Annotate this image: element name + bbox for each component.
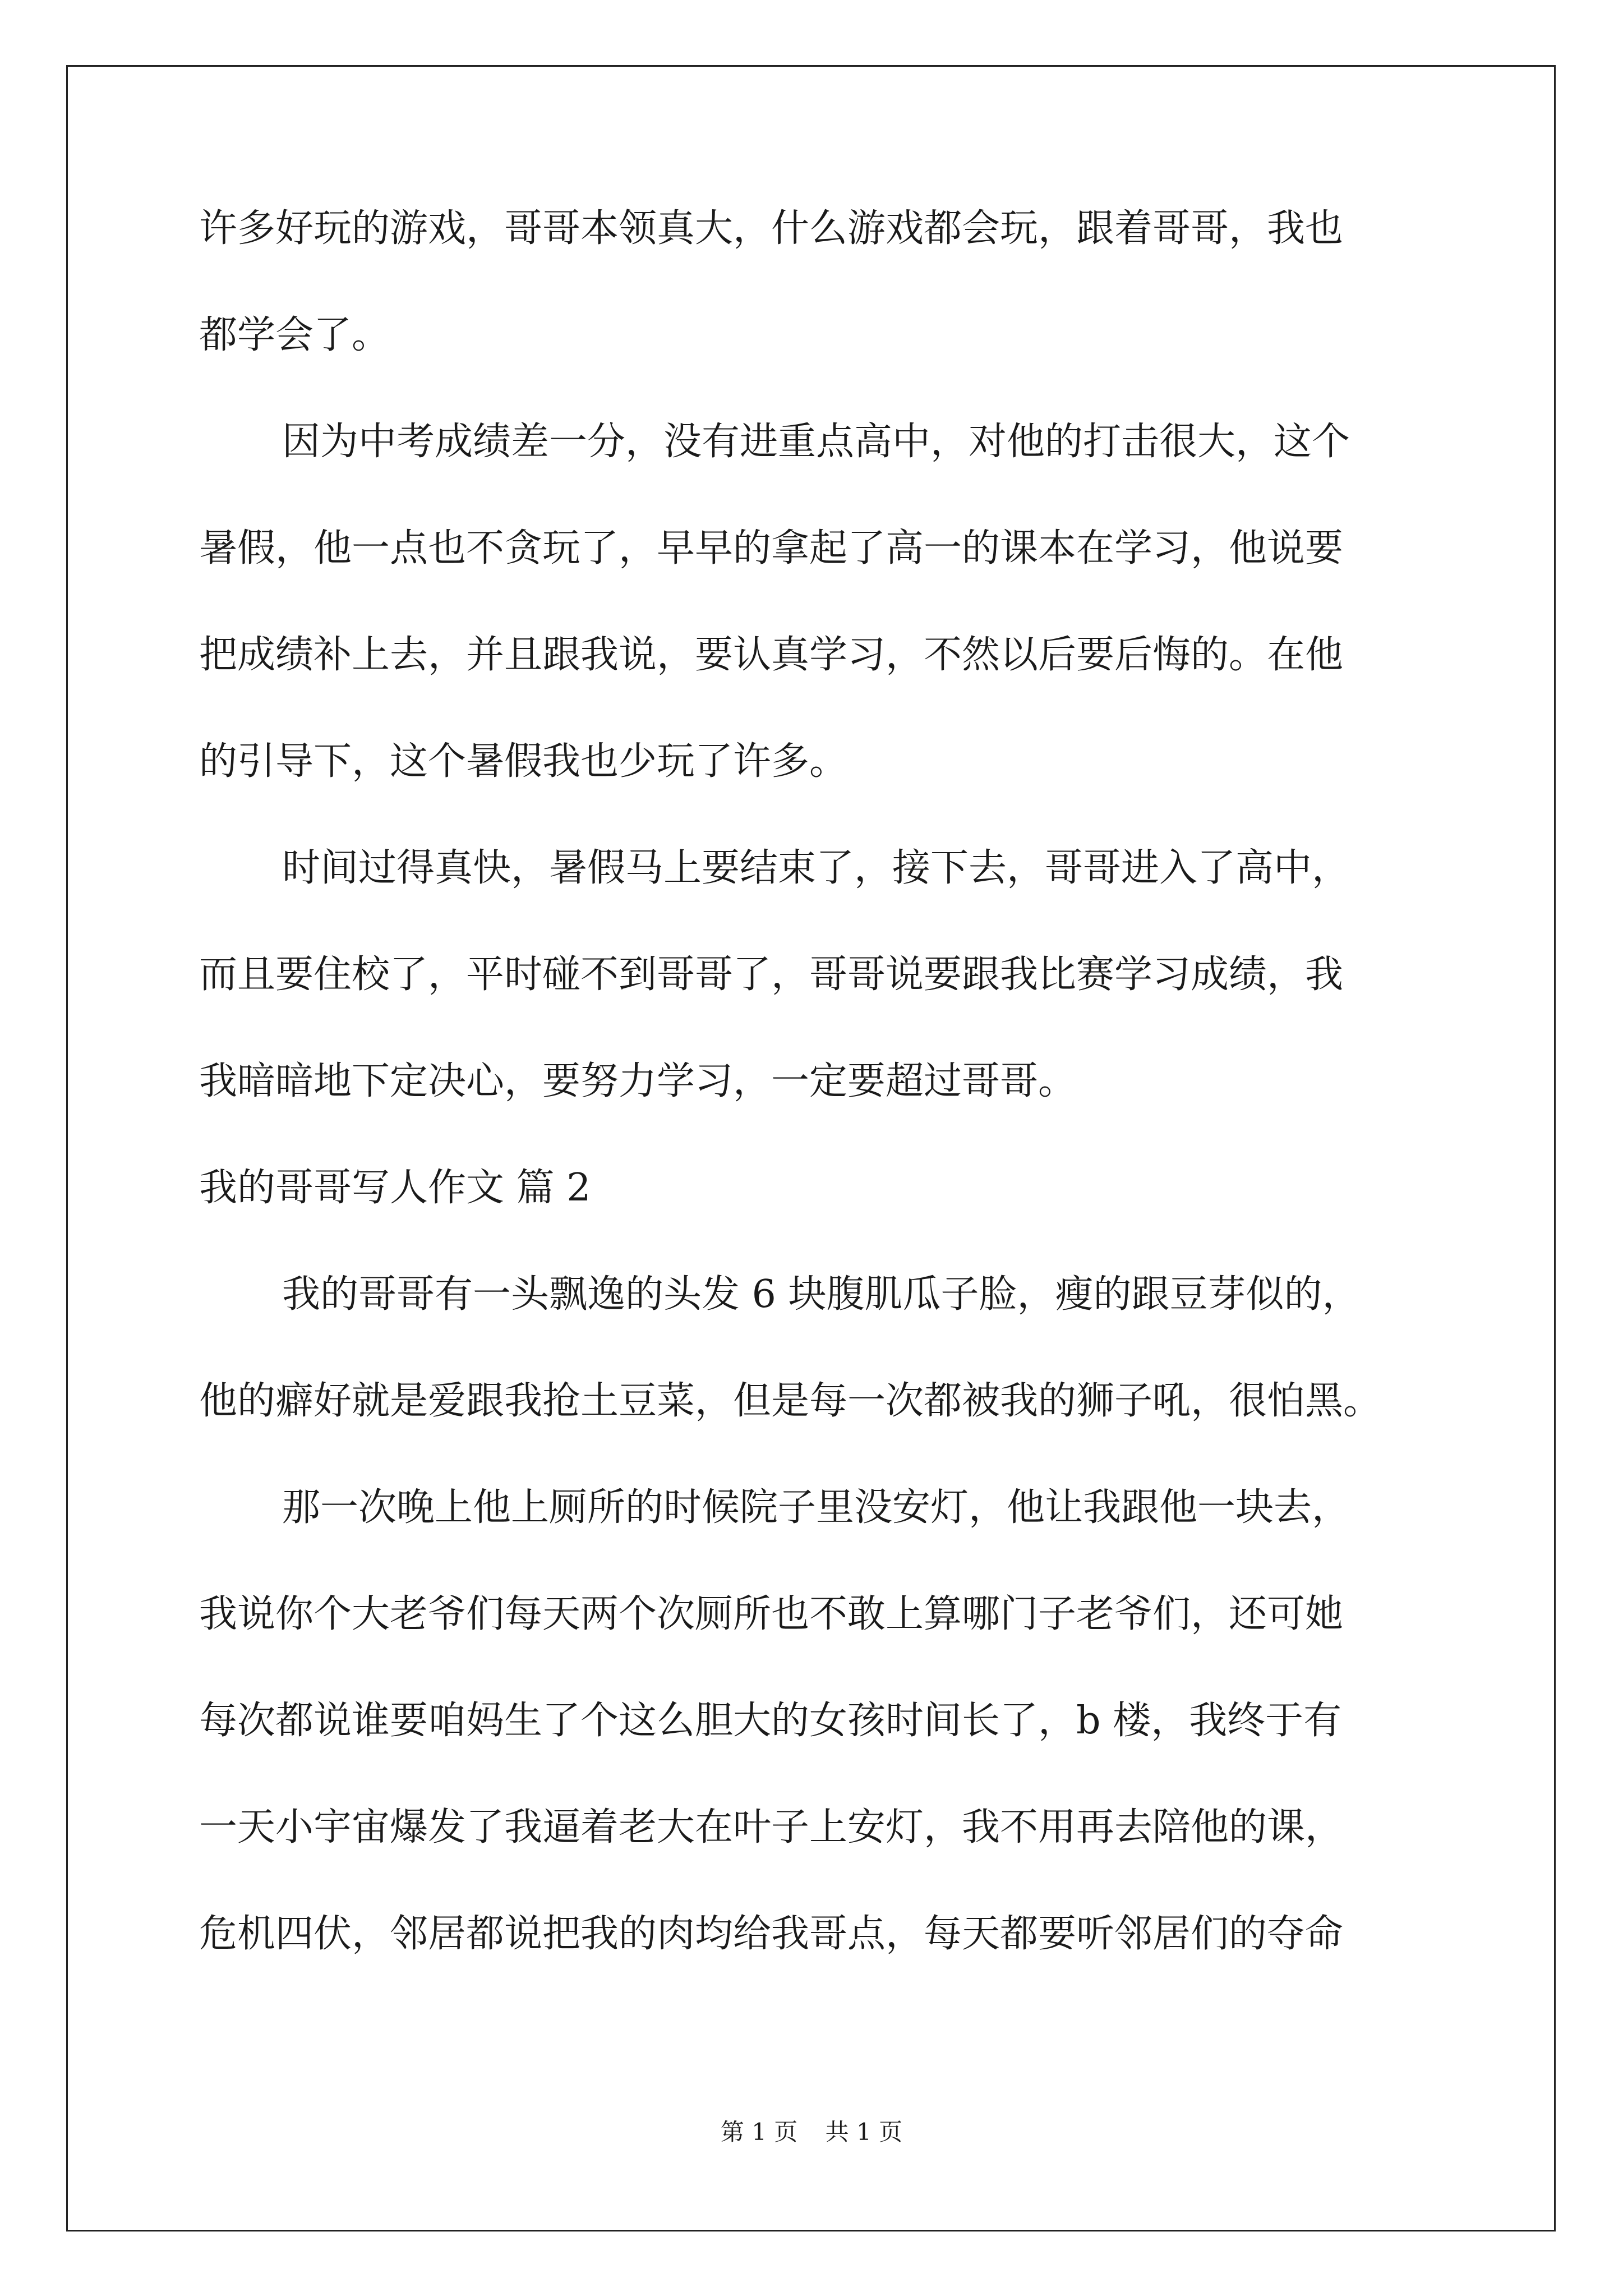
text-line: 的引导下，这个暑假我也少玩了许多。	[199, 739, 848, 784]
paragraph-start: 因为中考成绩差一分，没有进重点高中，对他的打击很大，这个	[282, 420, 1350, 464]
text-line: 许多好玩的游戏，哥哥本领真大，什么游戏都会玩，跟着哥哥，我也	[199, 206, 1344, 251]
page-number: 第 1 页	[720, 2118, 798, 2146]
text-line: 而且要住校了，平时碰不到哥哥了，哥哥说要跟我比赛学习成绩，我	[199, 953, 1344, 997]
text-line: 每次都说谁要咱妈生了个这么胆大的女孩时间长了，b 楼，我终于有	[199, 1699, 1342, 1743]
paragraph-start: 时间过得真快，暑假马上要结束了，接下去，哥哥进入了高中，	[282, 846, 1350, 890]
page-total: 共 1 页	[825, 2118, 903, 2146]
text-line: 他的癖好就是爱跟我抢土豆菜，但是每一次都被我的狮子吼，很怕黑。	[199, 1379, 1382, 1423]
text-line: 危机四伏，邻居都说把我的肉均给我哥点，每天都要听邻居们的夺命	[199, 1912, 1344, 1956]
paragraph-start: 那一次晚上他上厕所的时候院子里没安灯，他让我跟他一块去，	[282, 1485, 1350, 1530]
paragraph-start: 我的哥哥有一头飘逸的头发 6 块腹肌瓜子脸，瘦的跟豆芽似的，	[282, 1272, 1361, 1317]
text-line: 暑假，他一点也不贪玩了，早早的拿起了高一的课本在学习，他说要	[199, 526, 1344, 570]
page-footer	[0, 2114, 1623, 2147]
text-line: 一天小宇宙爆发了我逼着老大在叶子上安灯，我不用再去陪他的课，	[199, 1805, 1344, 1849]
text-line: 我暗暗地下定决心，要努力学习，一定要超过哥哥。	[199, 1059, 1077, 1103]
text-line: 把成绩补上去，并且跟我说，要认真学习，不然以后要后悔的。在他	[199, 633, 1344, 677]
text-line: 都学会了。	[199, 313, 390, 357]
text-line: 我说你个大老爷们每天两个次厕所也不敢上算哪门子老爷们，还可她	[199, 1592, 1344, 1636]
section-heading: 我的哥哥写人作文 篇 2	[199, 1166, 591, 1210]
